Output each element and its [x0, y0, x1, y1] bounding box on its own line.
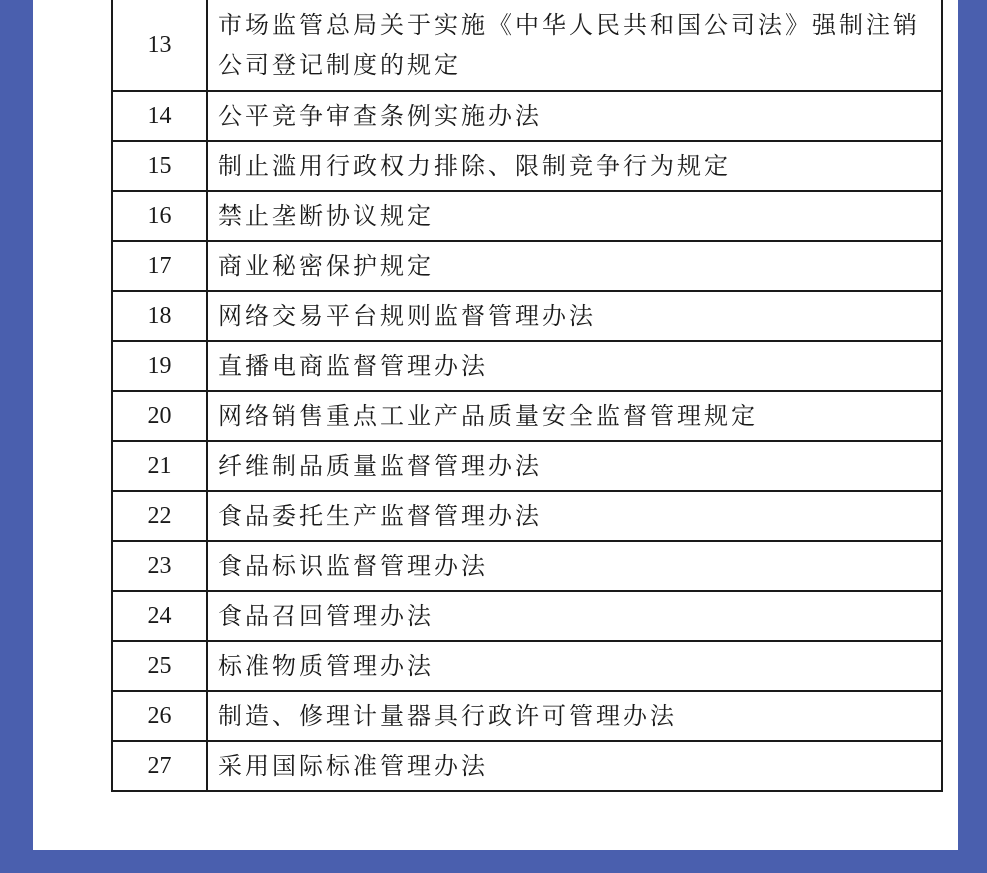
regulation-title: 标准物质管理办法	[207, 641, 942, 691]
regulation-title: 纤维制品质量监督管理办法	[207, 441, 942, 491]
document-card	[33, 0, 958, 850]
regulation-title: 制止滥用行政权力排除、限制竞争行为规定	[207, 141, 942, 191]
regulation-table	[111, 0, 943, 792]
row-number: 16	[112, 191, 207, 241]
regulation-title: 采用国际标准管理办法	[207, 741, 942, 791]
row-number: 17	[112, 241, 207, 291]
row-number: 22	[112, 491, 207, 541]
row-number: 23	[112, 541, 207, 591]
row-number: 21	[112, 441, 207, 491]
table-row	[112, 441, 942, 491]
table-row	[112, 291, 942, 341]
row-number: 25	[112, 641, 207, 691]
row-number: 15	[112, 141, 207, 191]
table-row	[112, 691, 942, 741]
regulation-title: 制造、修理计量器具行政许可管理办法	[207, 691, 942, 741]
regulation-title: 禁止垄断协议规定	[207, 191, 942, 241]
row-number: 19	[112, 341, 207, 391]
regulation-title: 市场监管总局关于实施《中华人民共和国公司法》强制注销公司登记制度的规定	[207, 0, 942, 91]
regulation-title: 商业秘密保护规定	[207, 241, 942, 291]
table-row	[112, 741, 942, 791]
table-row	[112, 0, 942, 91]
table-row	[112, 591, 942, 641]
row-number: 18	[112, 291, 207, 341]
table-row	[112, 241, 942, 291]
table-row	[112, 641, 942, 691]
table-row	[112, 191, 942, 241]
row-number: 20	[112, 391, 207, 441]
row-number: 26	[112, 691, 207, 741]
row-number: 27	[112, 741, 207, 791]
table-row	[112, 91, 942, 141]
row-number: 24	[112, 591, 207, 641]
table-row	[112, 541, 942, 591]
table-row	[112, 491, 942, 541]
regulation-title: 网络销售重点工业产品质量安全监督管理规定	[207, 391, 942, 441]
regulation-title: 食品标识监督管理办法	[207, 541, 942, 591]
row-number: 14	[112, 91, 207, 141]
regulation-title: 直播电商监督管理办法	[207, 341, 942, 391]
regulation-title: 食品委托生产监督管理办法	[207, 491, 942, 541]
table-row	[112, 141, 942, 191]
regulation-title: 公平竞争审查条例实施办法	[207, 91, 942, 141]
regulation-title: 食品召回管理办法	[207, 591, 942, 641]
row-number: 13	[112, 0, 207, 91]
regulation-title: 网络交易平台规则监督管理办法	[207, 291, 942, 341]
table-row	[112, 341, 942, 391]
table-row	[112, 391, 942, 441]
